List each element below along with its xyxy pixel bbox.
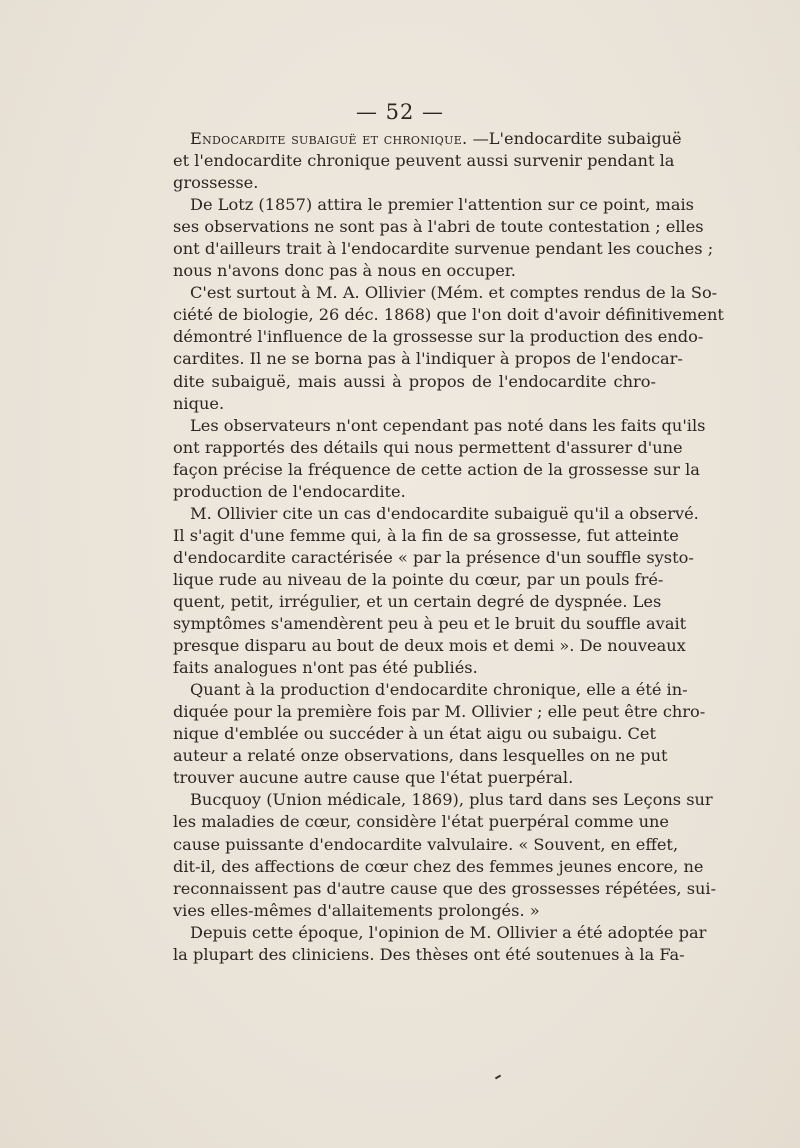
text-line: façon précise la fréquence de cette action de la grossesse sur la	[173, 459, 700, 479]
text-line	[173, 128, 682, 150]
text-line: démontré l'influence de la grossesse sur la production des endo-	[173, 327, 704, 347]
text-line: production de l'endocardite.	[173, 481, 406, 501]
text-line: dit-il, des affections de cœur chez des femmes jeunes encore, ne	[173, 856, 704, 876]
text-line: cardites. Il ne se borna pas à l'indiquer à propos de l'endocar-	[173, 349, 683, 369]
text-line: C'est surtout à M. A. Ollivier (Mém. et comptes rendus de la So-	[190, 283, 718, 303]
text-line: ont d'ailleurs trait à l'endocardite survenue pendant les couches ;	[173, 239, 714, 259]
text-line: les maladies de cœur, considère l'état puerpéral comme une	[173, 812, 670, 832]
text-line: presque disparu au bout de deux mois et demi ». De nouveaux	[173, 636, 686, 656]
text-line: M. Ollivier cite un cas d'endocardite subaiguë qu'il a observé.	[190, 503, 699, 523]
text-line: Il s'agit d'une femme qui, à la fin de sa grossesse, fut atteinte	[173, 525, 679, 545]
text-line: ciété de biologie, 26 déc. 1868) que l'on doit d'avoir définitivement	[173, 305, 724, 325]
section-heading: Endocardite subaiguë et chronique.	[190, 129, 468, 148]
text-line: nique.	[173, 393, 225, 413]
text-line: diquée pour la première fois par M. Ollivier ; elle peut être chro-	[173, 702, 706, 722]
ink-speck	[495, 1075, 501, 1080]
text-line: cause puissante d'endocardite valvulaire. « Souvent, en effet,	[173, 834, 679, 854]
text-line: nous n'avons donc pas à nous en occuper.	[173, 261, 516, 281]
text-line: d'endocardite caractérisée « par la présence d'un souffle systo-	[173, 547, 694, 567]
line-text: —L'endocardite subaiguë	[467, 129, 682, 148]
text-line: lique rude au niveau de la pointe du cœur, par un pouls fré-	[173, 569, 664, 589]
text-line: Quant à la production d'endocardite chronique, elle a été in-	[190, 680, 688, 700]
text-line: et l'endocardite chronique peuvent aussi survenir pendant la	[173, 151, 675, 171]
text-line: symptômes s'amendèrent peu à peu et le bruit du souffle avait	[173, 614, 687, 634]
text-line: reconnaissent pas d'autre cause que des grossesses répétées, sui-	[173, 878, 717, 898]
page-number: — 52 —	[355, 100, 445, 124]
text-line: De Lotz (1857) attira le premier l'attention sur ce point, mais	[190, 195, 694, 215]
text-line: dite subaiguë, mais aussi à propos de l'endocardite chro-	[173, 371, 656, 391]
text-line: Bucquoy (Union médicale, 1869), plus tard dans ses Leçons sur	[190, 790, 713, 810]
text-line: quent, petit, irrégulier, et un certain degré de dyspnée. Les	[173, 591, 662, 611]
text-line: faits analogues n'ont pas été publiés.	[173, 658, 478, 678]
text-line: ses observations ne sont pas à l'abri de toute contestation ; elles	[173, 217, 704, 237]
text-line: nique d'emblée ou succéder à un état aigu ou subaigu. Cet	[173, 724, 657, 744]
text-line: la plupart des cliniciens. Des thèses ont été soutenues à la Fa-	[173, 944, 685, 964]
body-text	[173, 128, 724, 966]
text-line: ont rapportés des détails qui nous permettent d'assurer d'une	[173, 437, 683, 457]
text-line: vies elles-mêmes d'allaitements prolongés. »	[173, 900, 540, 920]
text-line: auteur a relaté onze observations, dans lesquelles on ne put	[173, 746, 668, 766]
text-line: Depuis cette époque, l'opinion de M. Ollivier a été adoptée par	[190, 922, 707, 942]
text-line: Les observateurs n'ont cependant pas noté dans les faits qu'ils	[190, 415, 706, 435]
text-line: grossesse.	[173, 173, 259, 193]
text-line: trouver aucune autre cause que l'état puerpéral.	[173, 768, 574, 788]
